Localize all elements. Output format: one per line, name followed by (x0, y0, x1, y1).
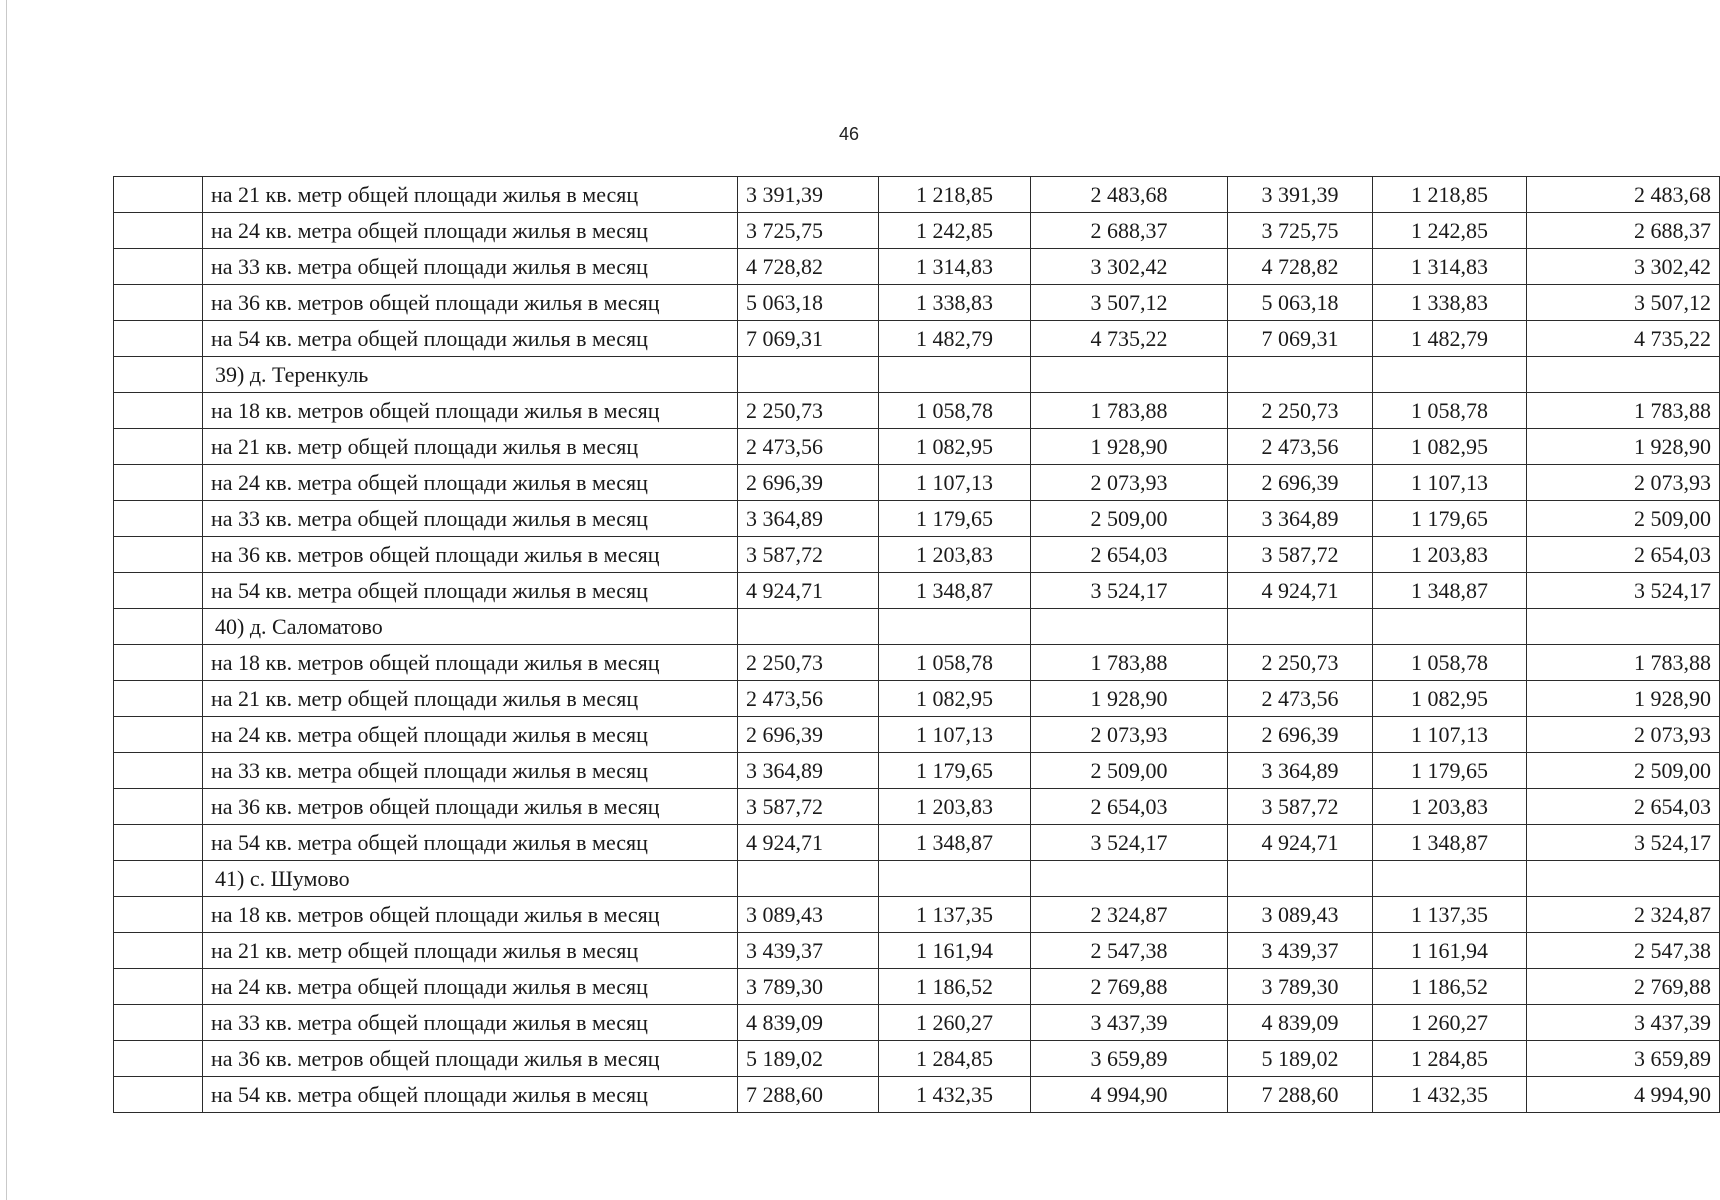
value-cell-6: 2 654,03 (1527, 537, 1720, 573)
value-cell-4: 2 473,56 (1228, 429, 1373, 465)
value-cell-5: 1 314,83 (1373, 249, 1527, 285)
table-row (114, 789, 1720, 825)
value-cell-4: 4 924,71 (1228, 825, 1373, 861)
value-cell-1: 2 696,39 (738, 717, 879, 753)
table-row (114, 285, 1720, 321)
value-cell-3: 2 509,00 (1031, 753, 1228, 789)
value-cell-2: 1 242,85 (879, 213, 1031, 249)
row-label-cell: на 24 кв. метра общей площади жилья в месяц (203, 969, 738, 1005)
value-cell-3: 1 928,90 (1031, 681, 1228, 717)
value-cell-1: 4 924,71 (738, 573, 879, 609)
value-cell-5: 1 203,83 (1373, 789, 1527, 825)
value-cell-2: 1 082,95 (879, 681, 1031, 717)
row-index-cell (114, 1077, 203, 1113)
value-cell-2: 1 338,83 (879, 285, 1031, 321)
value-cell-1: 4 728,82 (738, 249, 879, 285)
page-number: 46 (838, 124, 860, 144)
value-cell-6: 3 302,42 (1527, 249, 1720, 285)
value-cell-2: 1 179,65 (879, 501, 1031, 537)
value-cell-2: 1 107,13 (879, 465, 1031, 501)
value-cell-4: 5 063,18 (1228, 285, 1373, 321)
row-index-cell (114, 933, 203, 969)
row-index-cell (114, 177, 203, 213)
value-cell-3: 2 547,38 (1031, 933, 1228, 969)
value-cell-6: 2 509,00 (1527, 501, 1720, 537)
value-cell-5: 1 203,83 (1373, 537, 1527, 573)
value-cell-1: 3 391,39 (738, 177, 879, 213)
value-cell-2: 1 314,83 (879, 249, 1031, 285)
value-cell-2: 1 218,85 (879, 177, 1031, 213)
value-cell-6: 2 073,93 (1527, 717, 1720, 753)
value-cell-6: 2 769,88 (1527, 969, 1720, 1005)
value-cell-5: 1 186,52 (1373, 969, 1527, 1005)
value-cell-3: 2 654,03 (1031, 537, 1228, 573)
value-cell-5: 1 260,27 (1373, 1005, 1527, 1041)
row-index-cell (114, 969, 203, 1005)
row-index-cell (114, 609, 203, 645)
section-title-cell: 40) д. Саломатово (203, 609, 738, 645)
section-title-cell: 41) с. Шумово (203, 861, 738, 897)
value-cell-2: 1 348,87 (879, 573, 1031, 609)
value-cell-3: 3 524,17 (1031, 573, 1228, 609)
value-cell-3 (1031, 861, 1228, 897)
value-cell-1: 3 587,72 (738, 537, 879, 573)
row-label-cell: на 33 кв. метра общей площади жилья в месяц (203, 753, 738, 789)
value-cell-2: 1 161,94 (879, 933, 1031, 969)
row-index-cell (114, 393, 203, 429)
value-cell-4 (1228, 609, 1373, 645)
value-cell-5: 1 107,13 (1373, 717, 1527, 753)
row-index-cell (114, 1005, 203, 1041)
value-cell-5: 1 107,13 (1373, 465, 1527, 501)
value-cell-4: 2 696,39 (1228, 465, 1373, 501)
row-label-cell: на 21 кв. метр общей площади жилья в месяц (203, 933, 738, 969)
value-cell-4: 4 839,09 (1228, 1005, 1373, 1041)
value-cell-3: 2 073,93 (1031, 717, 1228, 753)
value-cell-6 (1527, 609, 1720, 645)
value-cell-1: 4 839,09 (738, 1005, 879, 1041)
value-cell-4: 7 288,60 (1228, 1077, 1373, 1113)
value-cell-3: 3 524,17 (1031, 825, 1228, 861)
value-cell-4: 3 089,43 (1228, 897, 1373, 933)
value-cell-5 (1373, 357, 1527, 393)
value-cell-3: 2 769,88 (1031, 969, 1228, 1005)
section-title-cell: 39) д. Теренкуль (203, 357, 738, 393)
section-header-row (114, 861, 1720, 897)
value-cell-2: 1 082,95 (879, 429, 1031, 465)
table-row (114, 249, 1720, 285)
value-cell-3: 1 783,88 (1031, 393, 1228, 429)
table-row (114, 573, 1720, 609)
value-cell-5: 1 179,65 (1373, 501, 1527, 537)
table-row (114, 1077, 1720, 1113)
value-cell-5: 1 284,85 (1373, 1041, 1527, 1077)
value-cell-6: 2 509,00 (1527, 753, 1720, 789)
value-cell-4: 3 439,37 (1228, 933, 1373, 969)
value-cell-2: 1 058,78 (879, 393, 1031, 429)
value-cell-5: 1 348,87 (1373, 825, 1527, 861)
value-cell-4: 5 189,02 (1228, 1041, 1373, 1077)
row-index-cell (114, 501, 203, 537)
table-row (114, 393, 1720, 429)
row-label-cell: на 18 кв. метров общей площади жилья в месяц (203, 897, 738, 933)
value-cell-2: 1 107,13 (879, 717, 1031, 753)
scan-edge-line (6, 0, 7, 1200)
row-index-cell (114, 249, 203, 285)
value-cell-1: 3 364,89 (738, 501, 879, 537)
value-cell-5: 1 432,35 (1373, 1077, 1527, 1113)
value-cell-4: 2 250,73 (1228, 393, 1373, 429)
value-cell-1: 2 473,56 (738, 429, 879, 465)
row-index-cell (114, 213, 203, 249)
value-cell-1 (738, 861, 879, 897)
value-cell-6: 2 073,93 (1527, 465, 1720, 501)
value-cell-3: 2 073,93 (1031, 465, 1228, 501)
value-cell-2: 1 482,79 (879, 321, 1031, 357)
value-cell-6: 1 783,88 (1527, 645, 1720, 681)
row-label-cell: на 24 кв. метра общей площади жилья в месяц (203, 465, 738, 501)
value-cell-6: 3 437,39 (1527, 1005, 1720, 1041)
table-row (114, 177, 1720, 213)
row-label-cell: на 24 кв. метра общей площади жилья в месяц (203, 717, 738, 753)
value-cell-3: 2 688,37 (1031, 213, 1228, 249)
value-cell-1: 3 587,72 (738, 789, 879, 825)
row-label-cell: на 21 кв. метр общей площади жилья в месяц (203, 429, 738, 465)
row-index-cell (114, 789, 203, 825)
row-label-cell: на 54 кв. метра общей площади жилья в месяц (203, 321, 738, 357)
value-cell-4: 4 924,71 (1228, 573, 1373, 609)
table-row (114, 717, 1720, 753)
row-index-cell (114, 537, 203, 573)
value-cell-3: 3 659,89 (1031, 1041, 1228, 1077)
value-cell-2: 1 186,52 (879, 969, 1031, 1005)
row-label-cell: на 54 кв. метра общей площади жилья в месяц (203, 825, 738, 861)
value-cell-6: 2 483,68 (1527, 177, 1720, 213)
value-cell-3: 1 928,90 (1031, 429, 1228, 465)
value-cell-4: 2 696,39 (1228, 717, 1373, 753)
row-index-cell (114, 753, 203, 789)
value-cell-2: 1 137,35 (879, 897, 1031, 933)
row-index-cell (114, 465, 203, 501)
value-cell-2: 1 058,78 (879, 645, 1031, 681)
value-cell-6: 1 928,90 (1527, 429, 1720, 465)
value-cell-5: 1 082,95 (1373, 429, 1527, 465)
value-cell-4: 2 473,56 (1228, 681, 1373, 717)
row-index-cell (114, 573, 203, 609)
table-row (114, 969, 1720, 1005)
section-header-row (114, 609, 1720, 645)
value-cell-3: 4 735,22 (1031, 321, 1228, 357)
value-cell-5: 1 218,85 (1373, 177, 1527, 213)
row-label-cell: на 54 кв. метра общей площади жилья в месяц (203, 1077, 738, 1113)
value-cell-3: 3 302,42 (1031, 249, 1228, 285)
value-cell-3: 2 483,68 (1031, 177, 1228, 213)
value-cell-2: 1 348,87 (879, 825, 1031, 861)
value-cell-5: 1 137,35 (1373, 897, 1527, 933)
value-cell-6: 1 928,90 (1527, 681, 1720, 717)
value-cell-4: 3 391,39 (1228, 177, 1373, 213)
value-cell-4: 3 587,72 (1228, 789, 1373, 825)
table-row (114, 1041, 1720, 1077)
value-cell-3: 3 507,12 (1031, 285, 1228, 321)
value-cell-5 (1373, 861, 1527, 897)
value-cell-5 (1373, 609, 1527, 645)
table-row (114, 213, 1720, 249)
value-cell-6 (1527, 357, 1720, 393)
value-cell-6: 3 524,17 (1527, 573, 1720, 609)
table-row (114, 465, 1720, 501)
value-cell-2 (879, 861, 1031, 897)
table-row (114, 645, 1720, 681)
value-cell-6: 3 524,17 (1527, 825, 1720, 861)
value-cell-2: 1 260,27 (879, 1005, 1031, 1041)
value-cell-1: 2 696,39 (738, 465, 879, 501)
row-index-cell (114, 429, 203, 465)
value-cell-1 (738, 609, 879, 645)
value-cell-3 (1031, 609, 1228, 645)
row-label-cell: на 18 кв. метров общей площади жилья в месяц (203, 393, 738, 429)
table-row (114, 321, 1720, 357)
value-cell-6: 2 547,38 (1527, 933, 1720, 969)
value-cell-2: 1 203,83 (879, 537, 1031, 573)
row-index-cell (114, 645, 203, 681)
row-index-cell (114, 717, 203, 753)
table-row (114, 681, 1720, 717)
value-cell-6 (1527, 861, 1720, 897)
row-index-cell (114, 825, 203, 861)
row-label-cell: на 24 кв. метра общей площади жилья в месяц (203, 213, 738, 249)
value-cell-1: 5 189,02 (738, 1041, 879, 1077)
row-label-cell: на 33 кв. метра общей площади жилья в месяц (203, 249, 738, 285)
section-header-row (114, 357, 1720, 393)
value-cell-3: 1 783,88 (1031, 645, 1228, 681)
value-cell-2: 1 432,35 (879, 1077, 1031, 1113)
value-cell-3: 2 654,03 (1031, 789, 1228, 825)
row-label-cell: на 21 кв. метр общей площади жилья в месяц (203, 177, 738, 213)
value-cell-4: 3 364,89 (1228, 501, 1373, 537)
value-cell-4 (1228, 357, 1373, 393)
value-cell-3: 2 509,00 (1031, 501, 1228, 537)
value-cell-5: 1 348,87 (1373, 573, 1527, 609)
value-cell-3 (1031, 357, 1228, 393)
tariff-table-body (114, 177, 1720, 1113)
table-row (114, 933, 1720, 969)
value-cell-3: 4 994,90 (1031, 1077, 1228, 1113)
value-cell-5: 1 242,85 (1373, 213, 1527, 249)
value-cell-1: 2 250,73 (738, 645, 879, 681)
table-row (114, 753, 1720, 789)
value-cell-1: 5 063,18 (738, 285, 879, 321)
value-cell-4: 7 069,31 (1228, 321, 1373, 357)
row-label-cell: на 18 кв. метров общей площади жилья в месяц (203, 645, 738, 681)
value-cell-4 (1228, 861, 1373, 897)
value-cell-6: 2 688,37 (1527, 213, 1720, 249)
value-cell-1: 4 924,71 (738, 825, 879, 861)
row-label-cell: на 36 кв. метров общей площади жилья в месяц (203, 1041, 738, 1077)
table-row (114, 1005, 1720, 1041)
value-cell-6: 2 324,87 (1527, 897, 1720, 933)
row-index-cell (114, 681, 203, 717)
value-cell-2 (879, 357, 1031, 393)
row-index-cell (114, 285, 203, 321)
row-label-cell: на 33 кв. метра общей площади жилья в месяц (203, 1005, 738, 1041)
row-label-cell: на 36 кв. метров общей площади жилья в месяц (203, 285, 738, 321)
value-cell-1: 3 089,43 (738, 897, 879, 933)
value-cell-2 (879, 609, 1031, 645)
value-cell-4: 2 250,73 (1228, 645, 1373, 681)
row-index-cell (114, 321, 203, 357)
value-cell-5: 1 058,78 (1373, 393, 1527, 429)
value-cell-6: 3 507,12 (1527, 285, 1720, 321)
value-cell-6: 2 654,03 (1527, 789, 1720, 825)
row-label-cell: на 33 кв. метра общей площади жилья в месяц (203, 501, 738, 537)
value-cell-4: 3 789,30 (1228, 969, 1373, 1005)
tariff-table (113, 176, 1720, 1113)
value-cell-6: 4 994,90 (1527, 1077, 1720, 1113)
value-cell-1: 2 473,56 (738, 681, 879, 717)
value-cell-2: 1 284,85 (879, 1041, 1031, 1077)
value-cell-4: 4 728,82 (1228, 249, 1373, 285)
row-index-cell (114, 1041, 203, 1077)
value-cell-1 (738, 357, 879, 393)
table-row (114, 825, 1720, 861)
table-row (114, 897, 1720, 933)
value-cell-2: 1 179,65 (879, 753, 1031, 789)
table-row (114, 429, 1720, 465)
value-cell-1: 3 725,75 (738, 213, 879, 249)
value-cell-5: 1 179,65 (1373, 753, 1527, 789)
value-cell-1: 3 439,37 (738, 933, 879, 969)
row-index-cell (114, 861, 203, 897)
value-cell-3: 2 324,87 (1031, 897, 1228, 933)
value-cell-3: 3 437,39 (1031, 1005, 1228, 1041)
value-cell-5: 1 482,79 (1373, 321, 1527, 357)
value-cell-4: 3 587,72 (1228, 537, 1373, 573)
value-cell-5: 1 082,95 (1373, 681, 1527, 717)
value-cell-6: 3 659,89 (1527, 1041, 1720, 1077)
table-row (114, 537, 1720, 573)
row-label-cell: на 21 кв. метр общей площади жилья в месяц (203, 681, 738, 717)
value-cell-4: 3 725,75 (1228, 213, 1373, 249)
value-cell-1: 3 364,89 (738, 753, 879, 789)
value-cell-2: 1 203,83 (879, 789, 1031, 825)
value-cell-5: 1 058,78 (1373, 645, 1527, 681)
value-cell-4: 3 364,89 (1228, 753, 1373, 789)
row-index-cell (114, 357, 203, 393)
value-cell-1: 7 069,31 (738, 321, 879, 357)
value-cell-6: 4 735,22 (1527, 321, 1720, 357)
value-cell-6: 1 783,88 (1527, 393, 1720, 429)
value-cell-1: 3 789,30 (738, 969, 879, 1005)
table-row (114, 501, 1720, 537)
row-label-cell: на 36 кв. метров общей площади жилья в месяц (203, 789, 738, 825)
row-index-cell (114, 897, 203, 933)
value-cell-5: 1 161,94 (1373, 933, 1527, 969)
row-label-cell: на 36 кв. метров общей площади жилья в месяц (203, 537, 738, 573)
row-label-cell: на 54 кв. метра общей площади жилья в месяц (203, 573, 738, 609)
value-cell-5: 1 338,83 (1373, 285, 1527, 321)
value-cell-1: 2 250,73 (738, 393, 879, 429)
value-cell-1: 7 288,60 (738, 1077, 879, 1113)
